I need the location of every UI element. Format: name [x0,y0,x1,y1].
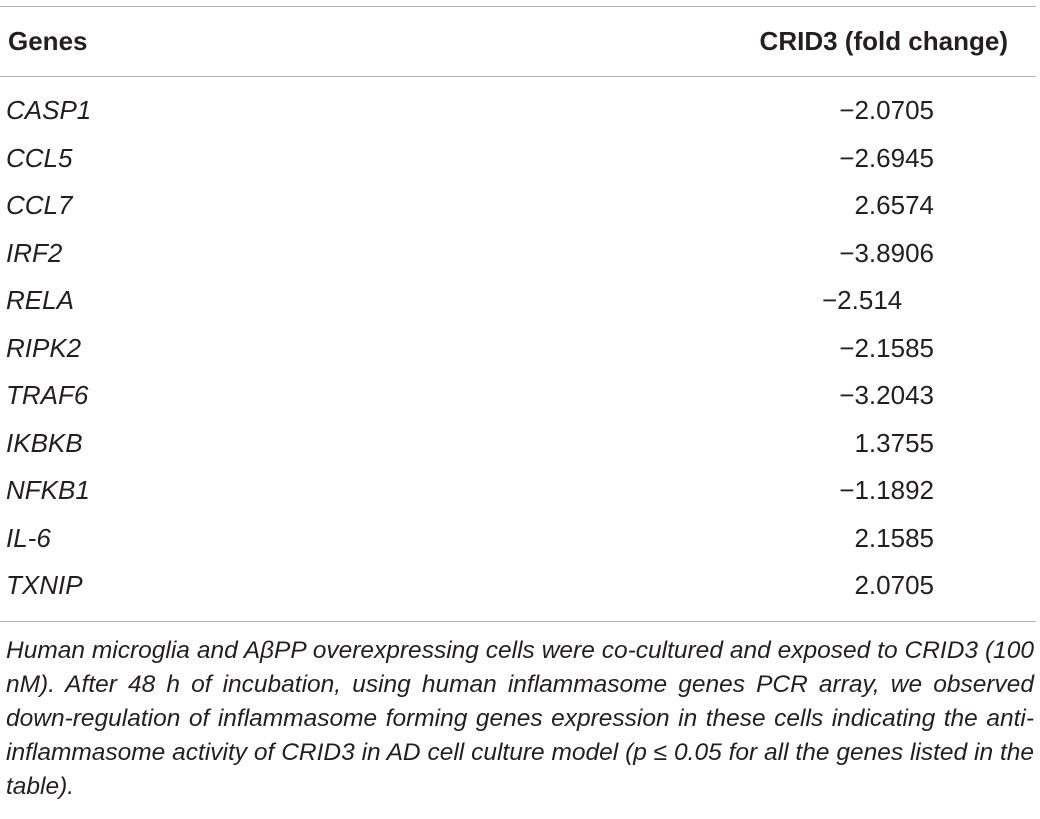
gene-name: IRF2 [6,237,63,268]
table-row [0,184,1040,232]
fold-change-value: 2.0705 [854,570,934,600]
table-row [0,469,1040,517]
fold-change-value: −2.1585 [839,332,934,363]
gene-name: RELA [6,285,74,315]
table-row [0,89,1040,137]
table-row [0,279,1040,327]
table-row [0,517,1040,565]
fold-change-value: −2.6945 [839,142,934,173]
fold-change-value: −3.8906 [839,237,934,268]
fold-change-value: 2.1585 [854,522,934,553]
table-row [0,374,1040,422]
table-bottom-rule [0,621,1036,622]
fold-change-value: −2.0705 [839,95,934,125]
table-row [0,327,1040,375]
table-top-rule [0,6,1036,7]
fold-change-value: 2.6574 [854,190,934,220]
gene-name: IL-6 [6,522,51,553]
fold-change-value: −1.1892 [839,475,934,505]
fold-change-value: 1.3755 [854,427,934,458]
gene-name: TXNIP [6,570,83,600]
table-header-rule [0,76,1036,77]
fold-change-value: −3.2043 [839,380,934,410]
gene-name: NFKB1 [6,475,90,505]
header-fold-change: CRID3 (fold change) [759,26,1008,56]
table-row [0,422,1040,470]
gene-name: IKBKB [6,427,83,458]
gene-name: CCL5 [6,142,73,173]
table-row [0,564,1040,612]
gene-name: CCL7 [6,190,73,220]
gene-name: TRAF6 [6,380,89,410]
table-footnote: Human microglia and AβPP overexpressing cells were co-cultured and exposed to CRID3 (100 nM). After 48 h of incubation, using human inflammasome genes PCR array, we observed down-regulation of inflammasome forming genes expression in these cells indicating the anti-inflammasome activity of CRID3 in AD cell culture model (p ≤ 0.05 for all the genes listed in the table). [6,637,1034,800]
fold-change-value: −2.514 [822,285,903,315]
gene-name: RIPK2 [6,332,82,363]
table-row [0,137,1040,185]
gene-name: CASP1 [6,95,92,125]
header-genes: Genes [8,26,88,56]
table-body [0,89,1040,612]
table-row [0,232,1040,280]
